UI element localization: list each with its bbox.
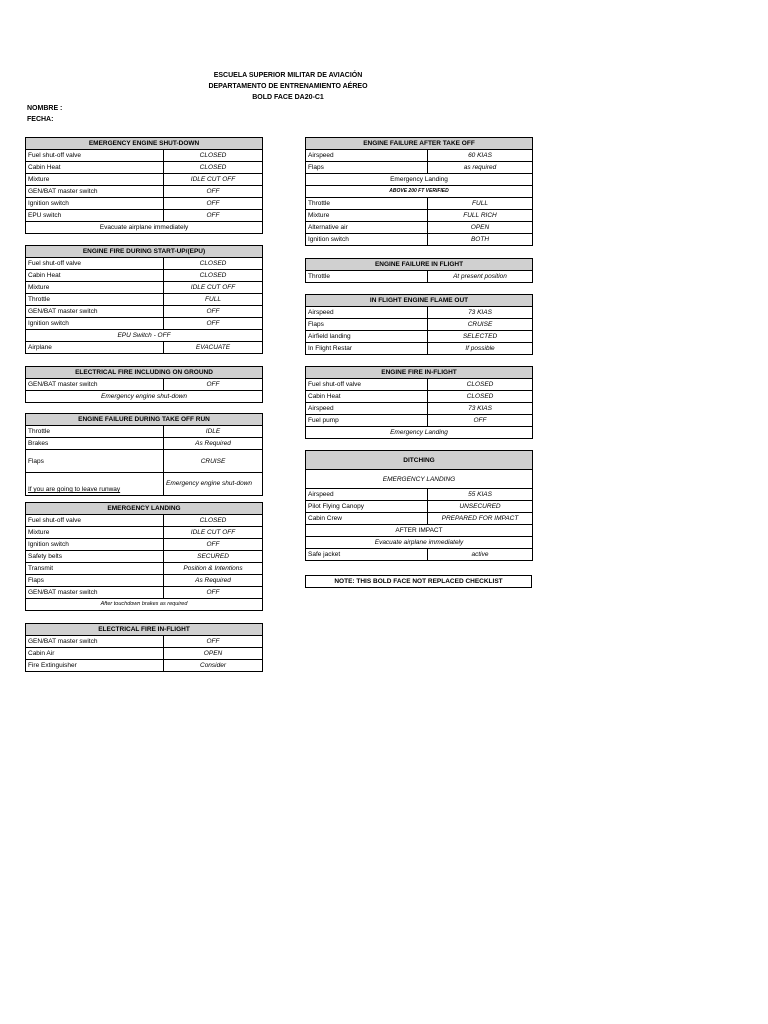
item-value: CLOSED (164, 270, 263, 282)
table-row (306, 501, 533, 513)
item-value: CLOSED (164, 150, 263, 162)
table-row (306, 415, 533, 427)
section-footer: Evacuate airplane immediately (26, 222, 263, 234)
table-row (26, 294, 263, 306)
table-row (26, 306, 263, 318)
table-row (26, 379, 263, 391)
table-row (26, 527, 263, 539)
item-value: OFF (164, 636, 263, 648)
item-label: Brakes (26, 438, 164, 450)
table-row (26, 150, 263, 162)
after-impact-label: AFTER IMPACT (306, 525, 533, 537)
item-label: Airspeed (306, 150, 428, 162)
ditching-emergency-landing: EMERGENCY LANDING (306, 470, 533, 489)
table-row (26, 648, 263, 660)
table-row (26, 473, 263, 496)
epu-switch-note: EPU Switch - OFF (26, 330, 263, 342)
item-value: OFF (164, 210, 263, 222)
table-row (26, 342, 263, 354)
item-value: FULL (428, 198, 533, 210)
emergency-landing-note: Emergency Landing (306, 174, 533, 186)
table-row (26, 162, 263, 174)
table-row (306, 549, 533, 561)
section-footer: After touchdown brakes as required (26, 599, 263, 611)
item-label: GEN/BAT master switch (26, 636, 164, 648)
item-label: Fuel shut-off valve (26, 150, 164, 162)
table-row (306, 271, 533, 283)
table-row (26, 551, 263, 563)
section-title: EMERGENCY ENGINE SHUT-DOWN (26, 138, 263, 150)
item-label: If you are going to leave runway (26, 473, 164, 496)
item-value: 73 KIAS (428, 307, 533, 319)
item-value: 60 KIAS (428, 150, 533, 162)
item-label: Fire Extinguisher (26, 660, 164, 672)
item-label: Flaps (26, 450, 164, 473)
item-value: Emergency engine shut-down (164, 473, 263, 496)
table-row (306, 162, 533, 174)
section-title: DITCHING (306, 451, 533, 470)
item-label: Fuel shut-off valve (26, 258, 164, 270)
item-value: IDLE CUT OFF (164, 174, 263, 186)
evacuate-note: Evacuate airplane immediately (306, 537, 533, 549)
item-label: Throttle (26, 426, 164, 438)
table-row (306, 343, 533, 355)
item-value: IDLE (164, 426, 263, 438)
section-title: ENGINE FIRE IN-FLIGHT (306, 367, 533, 379)
table-row (26, 210, 263, 222)
engine-failure-takeoff-run-table (25, 413, 263, 496)
document-title: BOLD FACE DA20-C1 (252, 94, 324, 101)
item-label: Cabin Air (26, 648, 164, 660)
section-footer: Emergency engine shut-down (26, 391, 263, 403)
item-value: IDLE CUT OFF (164, 527, 263, 539)
item-value: IDLE CUT OFF (164, 282, 263, 294)
above-200ft-note: ABOVE 200 FT VERIFIED (306, 186, 533, 198)
item-label: GEN/BAT master switch (26, 587, 164, 599)
item-label: Ignition switch (26, 198, 164, 210)
table-row (26, 563, 263, 575)
table-row (306, 198, 533, 210)
item-label: Mixture (26, 527, 164, 539)
item-label: Cabin Heat (26, 270, 164, 282)
item-value: As Required (164, 575, 263, 587)
item-value: OFF (164, 539, 263, 551)
table-row (306, 210, 533, 222)
section-title: ENGINE FAILURE AFTER TAKE OFF (306, 138, 533, 150)
item-value: CLOSED (164, 258, 263, 270)
item-label: Airspeed (306, 489, 428, 501)
item-value: OPEN (428, 222, 533, 234)
table-row (26, 186, 263, 198)
section-footer: Emergency Landing (306, 427, 533, 439)
item-label: Flaps (26, 575, 164, 587)
item-value: SELECTED (428, 331, 533, 343)
item-label: Flaps (306, 162, 428, 174)
electrical-fire-ground-table (25, 366, 263, 403)
item-label: Cabin Heat (26, 162, 164, 174)
item-label: Throttle (306, 198, 428, 210)
item-value: OFF (164, 198, 263, 210)
nombre-label: NOMBRE : (27, 105, 63, 112)
item-label: Pilot Flying Canopy (306, 501, 428, 513)
item-value: FULL (164, 294, 263, 306)
item-label: Alternative air (306, 222, 428, 234)
table-row (26, 282, 263, 294)
item-label: GEN/BAT master switch (26, 306, 164, 318)
item-value: EVACUATE (164, 342, 263, 354)
table-row (26, 438, 263, 450)
item-label: In Flight Restar (306, 343, 428, 355)
item-value: BOTH (428, 234, 533, 246)
section-title: EMERGENCY LANDING (26, 503, 263, 515)
table-row (306, 234, 533, 246)
item-label: Flaps (306, 319, 428, 331)
item-label: Safe jacket (306, 549, 428, 561)
table-row (26, 450, 263, 473)
item-value: OFF (164, 186, 263, 198)
item-value: 73 KIAS (428, 403, 533, 415)
item-value: If possible (428, 343, 533, 355)
item-value: OFF (428, 415, 533, 427)
emergency-engine-shutdown-table (25, 137, 263, 234)
table-row (306, 331, 533, 343)
table-row (306, 319, 533, 331)
item-label: Airspeed (306, 307, 428, 319)
table-row (26, 636, 263, 648)
engine-failure-after-takeoff-table (305, 137, 533, 246)
item-label: Mixture (26, 174, 164, 186)
item-value: OFF (164, 379, 263, 391)
department-name: DEPARTAMENTO DE ENTRENAMIENTO AÉREO (208, 83, 368, 90)
item-label: Cabin Heat (306, 391, 428, 403)
item-label: GEN/BAT master switch (26, 186, 164, 198)
item-label: Airplane (26, 342, 164, 354)
table-row (26, 198, 263, 210)
item-label: Mixture (26, 282, 164, 294)
table-row (26, 258, 263, 270)
item-value: SECURED (164, 551, 263, 563)
item-label: Airspeed (306, 403, 428, 415)
item-value: As Required (164, 438, 263, 450)
table-row (26, 174, 263, 186)
table-row (306, 513, 533, 525)
section-title: ELECTRICAL FIRE INCLUDING ON GROUND (26, 367, 263, 379)
item-value: At present position (428, 271, 533, 283)
item-label: Throttle (306, 271, 428, 283)
item-label: Airfield landing (306, 331, 428, 343)
ditching-table (305, 450, 533, 561)
item-label: Fuel shut-off valve (306, 379, 428, 391)
item-value: CRUISE (428, 319, 533, 331)
item-value: CLOSED (428, 391, 533, 403)
table-row (26, 587, 263, 599)
section-title: ENGINE FAILURE DURING TAKE OFF RUN (26, 414, 263, 426)
item-value: 55 KIAS (428, 489, 533, 501)
item-value: CLOSED (428, 379, 533, 391)
table-row (26, 575, 263, 587)
item-value: Consider (164, 660, 263, 672)
item-value: as required (428, 162, 533, 174)
school-name: ESCUELA SUPERIOR MILITAR DE AVIACIÓN (213, 72, 363, 79)
section-title: ENGINE FIRE DURING START-UP/(EPU) (26, 246, 263, 258)
item-value: UNSECURED (428, 501, 533, 513)
engine-fire-inflight-table (305, 366, 533, 439)
item-label: EPU switch (26, 210, 164, 222)
item-label: Throttle (26, 294, 164, 306)
table-row (26, 270, 263, 282)
item-label: GEN/BAT master switch (26, 379, 164, 391)
item-value: OFF (164, 318, 263, 330)
item-value: CLOSED (164, 515, 263, 527)
item-value: OPEN (164, 648, 263, 660)
item-label: Ignition switch (26, 318, 164, 330)
table-row (306, 222, 533, 234)
item-value: CLOSED (164, 162, 263, 174)
item-value: CRUISE (164, 450, 263, 473)
item-label: Fuel shut-off valve (26, 515, 164, 527)
table-row (26, 318, 263, 330)
section-title: IN FLIGHT ENGINE FLAME OUT (306, 295, 533, 307)
item-label: Ignition switch (26, 539, 164, 551)
fecha-label: FECHA: (27, 116, 54, 123)
item-value: PREPARED FOR IMPACT (428, 513, 533, 525)
emergency-landing-table (25, 502, 263, 611)
section-title: ENGINE FAILURE IN FLIGHT (306, 259, 533, 271)
table-row (26, 515, 263, 527)
table-row (306, 150, 533, 162)
item-value: OFF (164, 306, 263, 318)
item-value: active (428, 549, 533, 561)
item-label: Fuel pump (306, 415, 428, 427)
engine-fire-startup-table (25, 245, 263, 354)
table-row (306, 489, 533, 501)
table-row (26, 660, 263, 672)
engine-failure-inflight-table (305, 258, 533, 283)
item-value: OFF (164, 587, 263, 599)
item-label: Mixture (306, 210, 428, 222)
item-label: Safety belts (26, 551, 164, 563)
table-row (26, 426, 263, 438)
item-value: FULL RICH (428, 210, 533, 222)
inflight-flame-out-table (305, 294, 533, 355)
item-label: Cabin Crew (306, 513, 428, 525)
electrical-fire-inflight-table (25, 623, 263, 672)
table-row (306, 379, 533, 391)
table-row (306, 307, 533, 319)
table-row (306, 391, 533, 403)
table-row (26, 539, 263, 551)
item-value: Position & Intentions (164, 563, 263, 575)
item-label: Ignition switch (306, 234, 428, 246)
section-title: ELECTRICAL FIRE IN-FLIGHT (26, 624, 263, 636)
item-label: Transmit (26, 563, 164, 575)
not-replaced-checklist-note: NOTE: THIS BOLD FACE NOT REPLACED CHECKLIST (305, 575, 532, 588)
table-row (306, 403, 533, 415)
